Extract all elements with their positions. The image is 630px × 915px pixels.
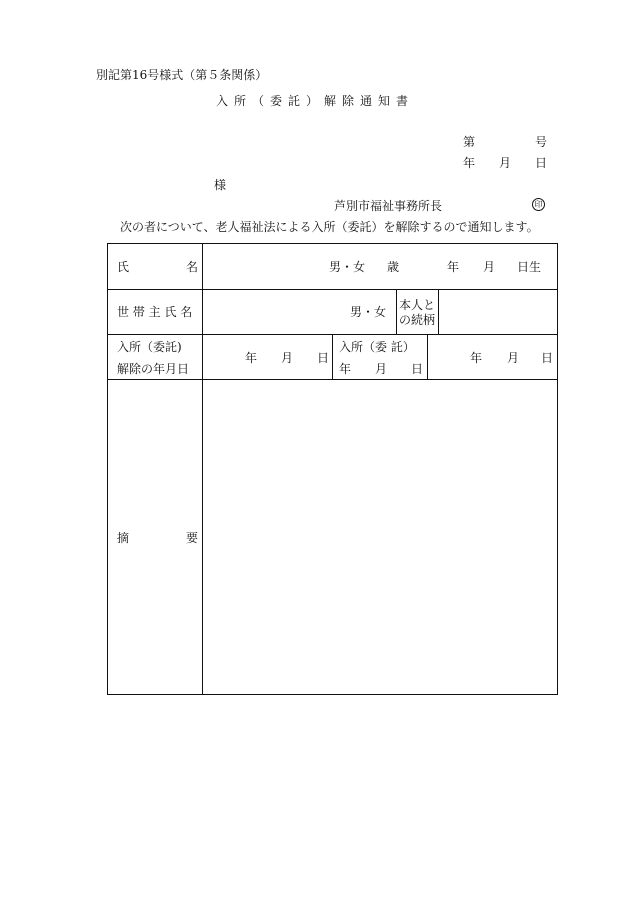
householder-label: 世 帯 主 氏 名 [117, 305, 193, 319]
addressee-suffix: 様 [214, 178, 227, 192]
admission-label-year: 年 [339, 362, 352, 376]
issuer-name: 芦別市福祉事務所長 [334, 199, 443, 213]
label-column-divider [202, 244, 203, 694]
admission-label-month: 月 [375, 362, 388, 376]
relation-label-line1: 本人と [399, 298, 436, 312]
birth-year: 年 [447, 260, 460, 274]
notification-table [107, 243, 558, 695]
date-month: 月 [499, 156, 512, 170]
summary-label-second: 要 [186, 531, 199, 545]
birth-month: 月 [483, 260, 496, 274]
age-unit: 歳 [387, 260, 400, 274]
admission-year: 年 [470, 351, 483, 365]
row-divider [108, 379, 557, 380]
name-label-second: 名 [186, 260, 199, 274]
termination-month: 月 [281, 351, 294, 365]
row-divider [108, 289, 557, 290]
column-divider [332, 334, 333, 379]
column-divider [396, 289, 397, 334]
relation-label-line2: の続柄 [399, 313, 436, 327]
termination-day: 日 [317, 351, 330, 365]
householder-gender: 男・女 [350, 305, 387, 319]
column-divider [427, 334, 428, 379]
column-divider [438, 289, 439, 334]
admission-label-day: 日 [411, 362, 424, 376]
seal-mark: 印 [532, 198, 545, 211]
admission-month: 月 [507, 351, 520, 365]
form-id: 別記第16号様式（第５条関係） [96, 68, 268, 82]
number-prefix: 第 [463, 135, 476, 149]
admission-label: 入所（委 託） [339, 340, 415, 354]
termination-label-line1: 入所（委託) [117, 340, 182, 354]
termination-label-line2: 解除の年月日 [117, 362, 190, 376]
date-day: 日 [535, 156, 548, 170]
number-suffix: 号 [535, 135, 548, 149]
summary-field[interactable] [204, 381, 554, 691]
name-label-first: 氏 [117, 260, 130, 274]
date-year: 年 [463, 156, 476, 170]
document-title: 入所（委託）解除通知書 [215, 94, 414, 108]
termination-year: 年 [245, 351, 258, 365]
birth-day: 日生 [517, 260, 542, 274]
gender-field: 男・女 [329, 260, 366, 274]
summary-label-first: 摘 [117, 531, 130, 545]
admission-day: 日 [541, 351, 554, 365]
notice-body-text: 次の者について、老人福祉法による入所（委託）を解除するので通知します。 [120, 220, 539, 234]
